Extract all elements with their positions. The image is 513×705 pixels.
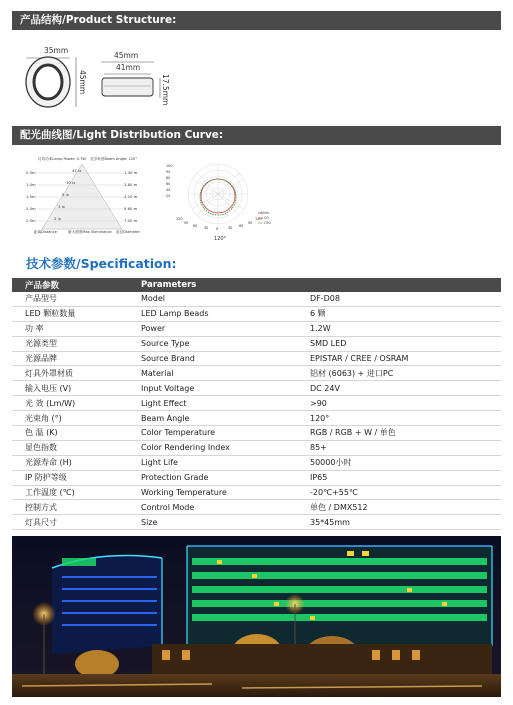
- polar-angle-label: 30: [204, 226, 209, 230]
- spec-param-en: Source Type: [128, 336, 297, 351]
- spec-row: [12, 411, 501, 426]
- svg-text:1.5m: 1.5m: [26, 194, 36, 199]
- polar-angle-label: 120: [255, 217, 262, 221]
- light-distribution-header: 配光曲线图/Light Distribution Curve:: [12, 126, 501, 145]
- polar-angle-label: 0: [216, 227, 219, 231]
- spec-param-value: 35*45mm: [297, 515, 501, 530]
- svg-text:2.5m: 2.5m: [26, 218, 36, 223]
- svg-text:2.0m: 2.0m: [26, 206, 36, 211]
- spec-param-en: Protection Grade: [128, 470, 297, 485]
- spec-param-value: >90: [297, 396, 501, 411]
- distance-footer: 距离Distance: [34, 230, 57, 234]
- spec-param-value: 铝材 (6063) + 进口PC: [297, 366, 501, 381]
- spec-param-cn: 输入电压 (V): [12, 381, 128, 396]
- polar-beam-angle: 120°: [214, 236, 227, 242]
- spec-param-cn: 显色指数: [12, 440, 128, 455]
- spec-param-cn: 光源类型: [12, 336, 128, 351]
- spec-param-cn: 控制方式: [12, 500, 128, 515]
- polar-legend-unit: cd/klm: [258, 211, 270, 215]
- diameter-footer: 直径Diameter: [116, 230, 140, 234]
- polar-angle-label: 90: [248, 221, 253, 225]
- svg-text:7.00 m: 7.00 m: [124, 218, 138, 223]
- product-structure-header: 产品结构/Product Structure:: [12, 11, 501, 30]
- polar-legend-c0: C0: [264, 216, 269, 220]
- spec-param-en: Beam Angle: [128, 411, 297, 426]
- spec-row: [12, 470, 501, 485]
- spec-param-en: Power: [128, 321, 297, 336]
- side-outer-label: 45mm: [114, 51, 139, 60]
- spec-param-en: Control Mode: [128, 500, 297, 515]
- spec-param-en: LED Lamp Beads: [128, 306, 297, 321]
- spec-header-value: [297, 278, 501, 292]
- spec-header-row: [12, 278, 501, 292]
- building-night-photo: [12, 536, 501, 697]
- side-height-label: 17.5mm: [161, 74, 170, 106]
- spec-row: [12, 485, 501, 500]
- svg-text:10 lx: 10 lx: [66, 180, 76, 185]
- spec-row: [12, 381, 501, 396]
- spec-param-cn: 灯具尺寸: [12, 515, 128, 530]
- spec-param-en: Material: [128, 366, 297, 381]
- spec-param-cn: 光 效 (Lm/W): [12, 396, 128, 411]
- polar-angle-label: 30: [228, 226, 233, 230]
- polar-ring-label: 60: [166, 182, 171, 186]
- polar-ring-label: 80: [166, 176, 171, 180]
- spec-param-value: DF-D08: [297, 292, 501, 306]
- svg-text:0.5m: 0.5m: [26, 170, 36, 175]
- spec-row: [12, 515, 501, 530]
- svg-text:4.20 m: 4.20 m: [124, 194, 138, 199]
- spec-param-cn: 光源品牌: [12, 351, 128, 366]
- spec-row: [12, 426, 501, 441]
- spec-param-cn: 光束角 (°): [12, 411, 128, 426]
- spec-param-en: Input Voltage: [128, 381, 297, 396]
- illuminance-diagram: [20, 154, 145, 234]
- spec-param-en: Working Temperature: [128, 485, 297, 500]
- svg-text:3 lx: 3 lx: [58, 204, 65, 209]
- polar-ring-label: 20: [166, 194, 171, 198]
- spec-row: [12, 500, 501, 515]
- spec-param-value: 120°: [297, 411, 501, 426]
- spec-row: [12, 396, 501, 411]
- left-tower: [52, 556, 162, 654]
- spec-param-en: Light Life: [128, 455, 297, 470]
- polar-angle-label: 60: [239, 224, 244, 228]
- polar-legend-c90: C90: [264, 221, 271, 225]
- spec-param-cn: 工作温度 (℃): [12, 485, 128, 500]
- polar-angle-label: 90: [184, 221, 189, 225]
- spec-param-value: 1.2W: [297, 321, 501, 336]
- spec-param-value: 85+: [297, 440, 501, 455]
- spec-row: [12, 455, 501, 470]
- spec-param-en: Source Brand: [128, 351, 297, 366]
- spec-row: [12, 306, 501, 321]
- spec-param-value: IP65: [297, 470, 501, 485]
- spec-param-cn: LED 颗粒数量: [12, 306, 128, 321]
- spec-param-value: DC 24V: [297, 381, 501, 396]
- spec-param-en: Model: [128, 292, 297, 306]
- svg-text:5 lx: 5 lx: [62, 192, 69, 197]
- spec-row: [12, 336, 501, 351]
- product-structure-drawing: [12, 40, 501, 112]
- spec-row: [12, 351, 501, 366]
- lamp-power-label: 灯具功率Lamp Power: 0.7W: [38, 157, 86, 161]
- spec-param-value: SMD LED: [297, 336, 501, 351]
- polar-ring-label: 100: [166, 164, 173, 168]
- side-view-body: [102, 78, 153, 96]
- svg-text:2.80 m: 2.80 m: [124, 182, 138, 187]
- svg-text:1.0m: 1.0m: [26, 182, 36, 187]
- spec-param-cn: 产品型号: [12, 292, 128, 306]
- max-illuminance-footer: 最大照度Max Illuminance: [68, 230, 112, 234]
- spec-param-en: Color Rendering Index: [128, 440, 297, 455]
- svg-text:1.40 m: 1.40 m: [124, 170, 138, 175]
- spec-param-cn: IP 防护等级: [12, 470, 128, 485]
- spec-param-en: Size: [128, 515, 297, 530]
- specification-table: [12, 278, 501, 530]
- polar-ring-label: 40: [166, 188, 171, 192]
- polar-angle-label: 60: [193, 224, 198, 228]
- spec-param-value: 50000小时: [297, 455, 501, 470]
- svg-text:5.60 m: 5.60 m: [124, 206, 138, 211]
- spec-param-cn: 灯具外罩材质: [12, 366, 128, 381]
- spec-row: [12, 321, 501, 336]
- spec-param-cn: 光源寿命 (H): [12, 455, 128, 470]
- spec-param-value: RGB / RGB + W / 单色: [297, 426, 501, 441]
- polar-angle-label: 120: [176, 217, 183, 221]
- spec-row: [12, 440, 501, 455]
- front-width-label: 35mm: [44, 46, 69, 55]
- specification-title: 技术参数/Specification:: [26, 256, 177, 271]
- beam-angle-label: 光学角度Beam Angle: 120°: [90, 157, 138, 161]
- polar-distribution-chart: [162, 158, 274, 244]
- spec-param-value: -20℃+55℃: [297, 485, 501, 500]
- spec-param-cn: 色 温 (K): [12, 426, 128, 441]
- front-view-inner: [34, 65, 62, 99]
- spec-row: [12, 366, 501, 381]
- spec-header-en: Parameters: [128, 278, 297, 292]
- side-inner-label: 41mm: [116, 63, 141, 72]
- spec-param-value: EPISTAR / CREE / OSRAM: [297, 351, 501, 366]
- svg-text:2 lx: 2 lx: [54, 216, 61, 221]
- spec-header-cn: 产品参数: [12, 278, 128, 292]
- spec-param-en: Color Temperature: [128, 426, 297, 441]
- spec-param-en: Light Effect: [128, 396, 297, 411]
- polar-ring-label: 90: [166, 170, 171, 174]
- spec-param-cn: 功 率: [12, 321, 128, 336]
- spec-row: [12, 292, 501, 306]
- spec-param-value: 6 颗: [297, 306, 501, 321]
- spec-param-value: 单色 / DMX512: [297, 500, 501, 515]
- front-height-label: 45mm: [78, 70, 87, 95]
- svg-text:41 lx: 41 lx: [72, 168, 82, 173]
